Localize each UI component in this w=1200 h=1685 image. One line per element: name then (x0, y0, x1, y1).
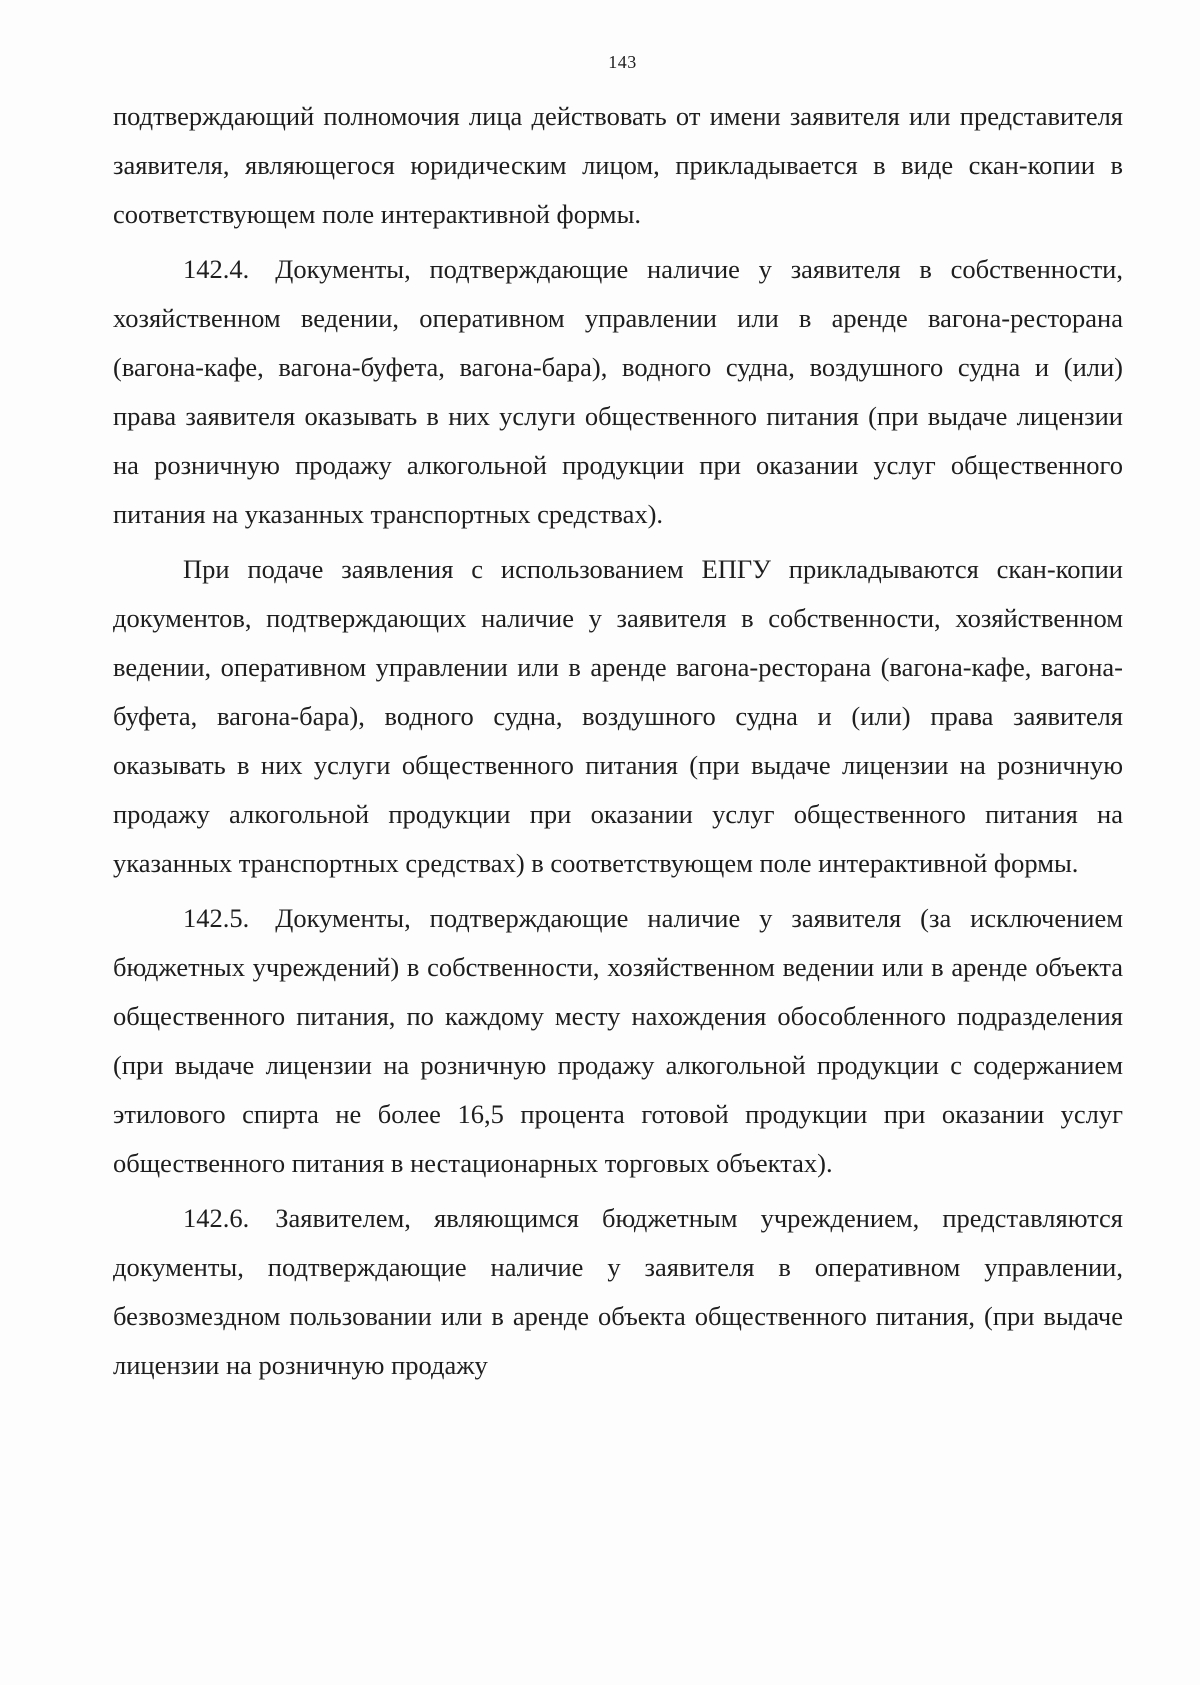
clause-number: 142.6. (183, 1203, 250, 1233)
paragraph-epgu (113, 545, 1123, 888)
paragraph-text: подтверждающий полномочия лица действовать от имени заявителя или представителя заявителя, являющегося юридическим лицом, прикладывается в виде скан-копии в соответствующем поле интерактивной формы. (113, 101, 1123, 229)
paragraph-text: Документы, подтверждающие наличие у заявителя (за исключением бюджетных учреждений) в собственности, хозяйственном ведении или в аренде объекта общественного питания, по каждому месту нахождения обособленного подразделения (при выдаче лицензии на розничную продажу алкогольной продукции с содержанием этилового спирта не более 16,5 процента готовой продукции при оказании услуг общественного питания в нестационарных торговых объектах). (113, 903, 1123, 1178)
page-number: 143 (608, 52, 637, 72)
paragraph-142-4 (113, 245, 1123, 539)
clause-number: 142.5. (183, 903, 250, 933)
document-body (113, 92, 1123, 1396)
paragraph-text: При подаче заявления с использованием ЕПГУ прикладываются скан-копии документов, подтверждающих наличие у заявителя в собственности, хозяйственном ведении, оперативном управлении или в аренде вагона-ресторана (вагона-кафе, вагона-буфета, вагона-бара), водного судна, воздушного судна и (или) права заявителя оказывать в них услуги общественного питания (при выдаче лицензии на розничную продажу алкогольной продукции при оказании услуг общественного питания на указанных транспортных средствах) в соответствующем поле интерактивной формы. (113, 554, 1123, 878)
paragraph-text: Документы, подтверждающие наличие у заявителя в собственности, хозяйственном ведении, оперативном управлении или в аренде вагона-ресторана (вагона-кафе, вагона-буфета, вагона-бара), водного судна, воздушного судна и (или) права заявителя оказывать в них услуги общественного питания (при выдаче лицензии на розничную продажу алкогольной продукции при оказании услуг общественного питания на указанных транспортных средствах). (113, 254, 1123, 529)
paragraph-text: Заявителем, являющимся бюджетным учреждением, представляются документы, подтверждающие наличие у заявителя в оперативном управлении, безвозмездном пользовании или в аренде объекта общественного питания, (при выдаче лицензии на розничную продажу (113, 1203, 1123, 1380)
clause-number: 142.4. (183, 254, 250, 284)
paragraph-142-5 (113, 894, 1123, 1188)
paragraph-142-6 (113, 1194, 1123, 1390)
paragraph-continuation (113, 92, 1123, 239)
